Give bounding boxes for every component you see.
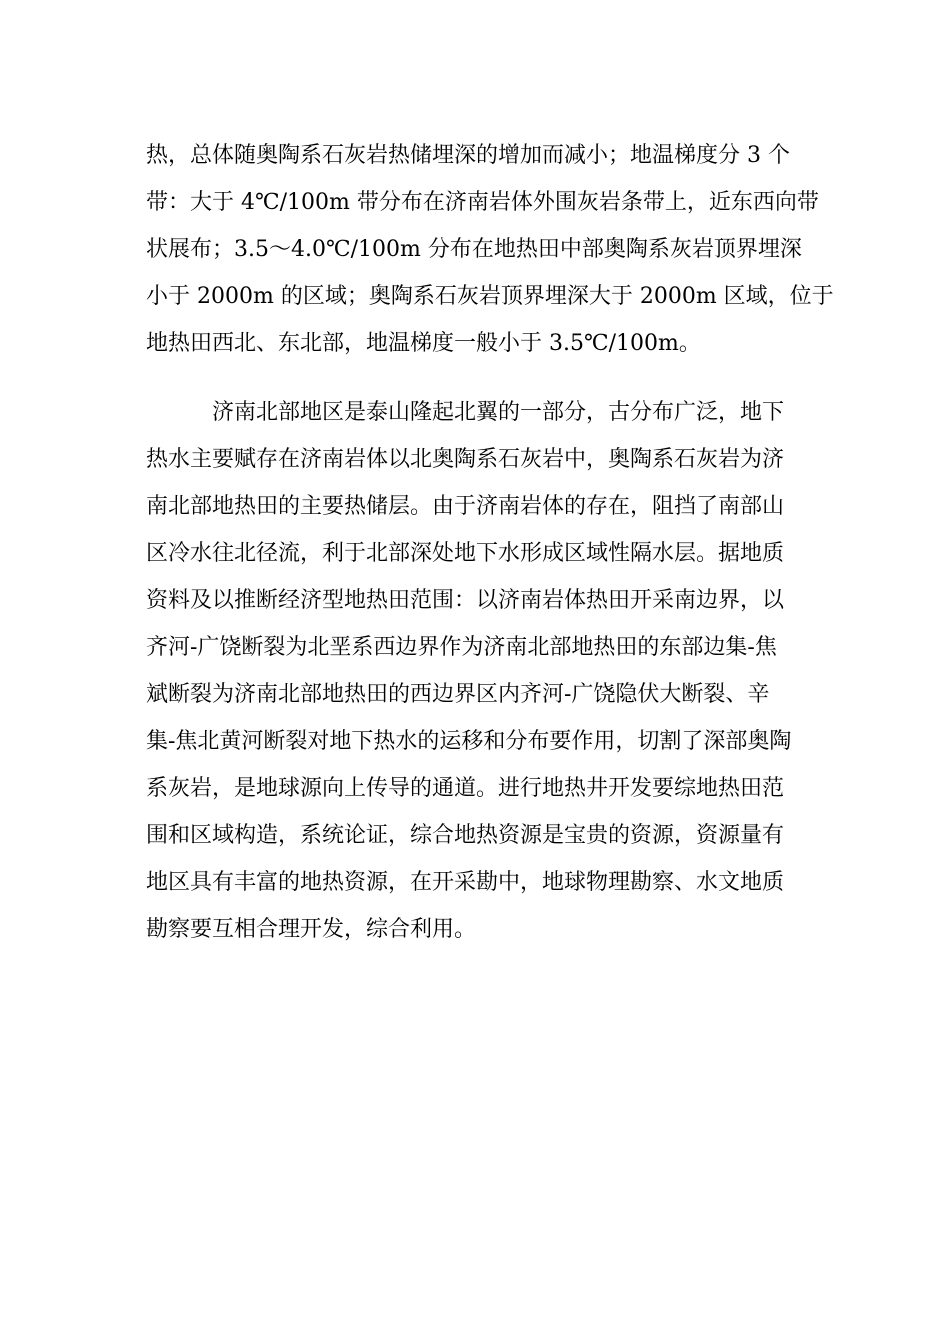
text-line: 系灰岩，是地球源向上传导的通道。进行地热井开发要综地热田范 (146, 776, 785, 801)
text-line: 区冷水往北径流，利于北部深处地下水形成区域性隔水层。据地质 (146, 541, 785, 566)
text-line: 地区具有丰富的地热资源，在开采勘中，地球物理勘察、水文地质 (146, 870, 785, 895)
text-line: 集-焦北黄河断裂对地下热水的运移和分布要作用，切割了深部奥陶 (146, 729, 792, 754)
paragraph-1 (146, 132, 834, 367)
text-line: 热，总体随奥陶系石灰岩热储埋深的增加而减小；地温梯度分 3 个 (146, 143, 790, 168)
text-line: 围和区域构造，系统论证，综合地热资源是宝贵的资源，资源量有 (146, 823, 785, 848)
text-line: 地热田西北、东北部，地温梯度一般小于 3.5℃/100m。 (146, 331, 701, 356)
document-body (146, 132, 834, 953)
text-line: 资料及以推断经济型地热田范围：以济南岩体热田开采南边界，以 (146, 588, 785, 613)
text-line: 带：大于 4℃/100m 带分布在济南岩体外围灰岩条带上，近东西向带 (146, 190, 819, 215)
text-line: 南北部地热田的主要热储层。由于济南岩体的存在，阻挡了南部山 (146, 494, 785, 519)
text-line: 齐河-广饶断裂为北垩系西边界作为济南北部地热田的东部边集-焦 (146, 635, 777, 660)
text-line: 斌断裂为济南北部地热田的西边界区内齐河-广饶隐伏大断裂、辛 (146, 682, 770, 707)
paragraph-2 (146, 389, 811, 953)
paragraph-spacing (146, 367, 811, 389)
text-line: 状展布；3.5～4.0℃/100m 分布在地热田中部奥陶系灰岩顶界埋深 (146, 237, 802, 262)
text-line: 热水主要赋存在济南岩体以北奥陶系石灰岩中，奥陶系石灰岩为济 (146, 447, 785, 472)
text-line: 勘察要互相合理开发，综合利用。 (146, 917, 477, 942)
text-line: 济南北部地区是泰山隆起北翼的一部分，古分布广泛，地下 (212, 400, 785, 425)
text-line: 小于 2000m 的区域；奥陶系石灰岩顶界埋深大于 2000m 区域，位于 (146, 284, 834, 309)
